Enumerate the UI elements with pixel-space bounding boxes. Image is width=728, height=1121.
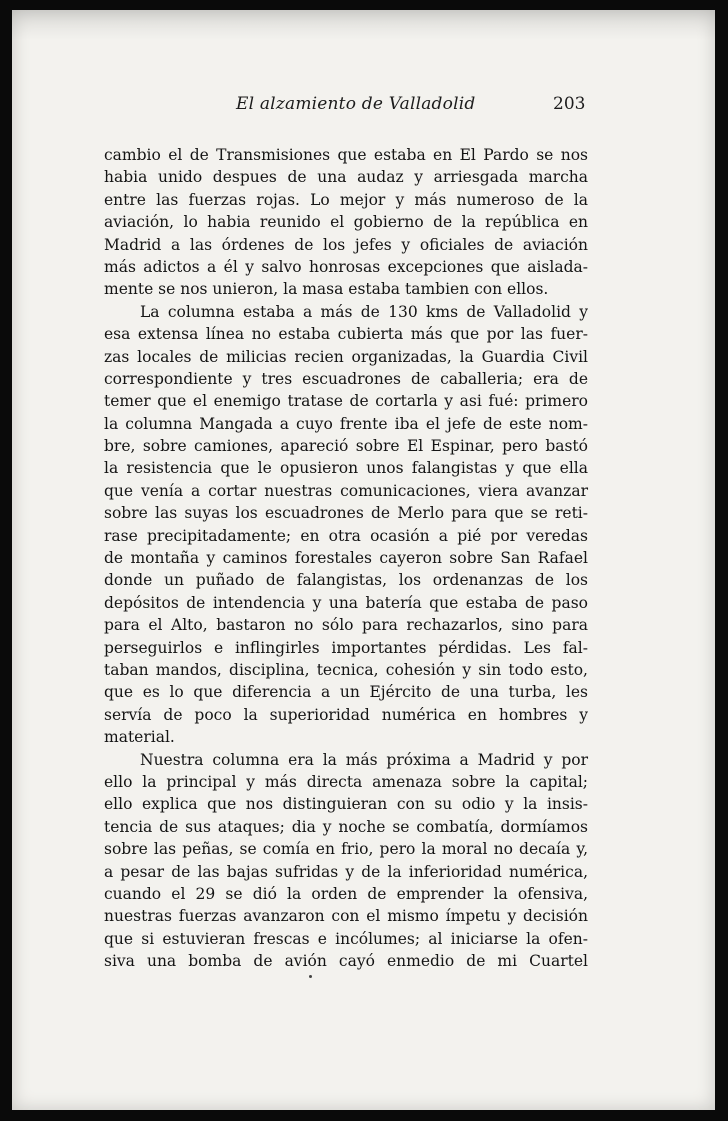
paragraph-first-line: Nuestra columna era la más próxima a Madrid y por [140, 750, 588, 769]
paragraph-first-line: La columna estaba a más de 130 kms de Valladolid y [140, 302, 588, 321]
text-line: mente se nos unieron, la masa estaba tambien con ellos. [104, 280, 549, 299]
text-line: que es lo que diferencia a un Ejército de una turba, les [104, 683, 588, 702]
text-line: que venía a cortar nuestras comunicaciones, viera avanzar [104, 481, 588, 500]
text-line: correspondiente y tres escuadrones de caballeria; era de [104, 369, 588, 388]
text-line: habia unido despues de una audaz y arriesgada marcha [104, 168, 588, 187]
text-line: donde un puñado de falangistas, los ordenanzas de los [104, 571, 588, 590]
book-page [12, 10, 715, 1110]
text-line: temer que el enemigo tratase de cortarla y asi fué: primero [104, 392, 588, 411]
text-line: a pesar de las bajas sufridas y de la inferioridad numérica, [104, 862, 588, 881]
text-line: esa extensa línea no estaba cubierta más que por las fuer- [104, 325, 588, 344]
text-line: siva una bomba de avión cayó enmedio de mi Cuartel [104, 952, 588, 971]
text-line: ello la principal y más directa amenaza sobre la capital; [104, 772, 588, 791]
text-line: zas locales de milicias recien organizadas, la Guardia Civil [104, 347, 588, 366]
text-line: cambio el de Transmisiones que estaba en El Pardo se nos [104, 146, 588, 164]
text-line: sobre las suyas los escuadrones de Merlo para que se reti- [104, 504, 588, 523]
text-line: tencia de sus ataques; dia y noche se combatía, dormíamos [104, 817, 588, 836]
text-line: servía de poco la superioridad numérica en hombres y [104, 705, 588, 724]
running-title: El alzamiento de Valladolid [236, 94, 476, 114]
text-line: cuando el 29 se dió la orden de emprender la ofensiva, [104, 884, 588, 903]
text-line: perseguirlos e inflingirles importantes pérdidas. Les fal- [104, 638, 588, 657]
body-text [104, 144, 588, 972]
text-line: rase precipitadamente; en otra ocasión a pié por veredas [104, 526, 588, 545]
text-line: más adictos a él y salvo honrosas excepciones que aislada- [104, 257, 588, 276]
text-line: material. [104, 728, 175, 747]
text-line: bre, sobre camiones, apareció sobre El Espinar, pero bastó [104, 437, 588, 456]
text-line: la columna Mangada a cuyo frente iba el jefe de este nom- [104, 414, 588, 433]
text-line: de montaña y caminos forestales cayeron sobre San Rafael [104, 549, 588, 568]
text-line: que si estuvieran frescas e incólumes; al iniciarse la ofen- [104, 929, 588, 948]
text-line: ello explica que nos distinguieran con su odio y la insis- [104, 795, 588, 814]
text-line: aviación, lo habia reunido el gobierno de la república en [104, 213, 588, 232]
text-line: nuestras fuerzas avanzaron con el mismo ímpetu y decisión [104, 907, 588, 926]
print-speck [309, 975, 312, 978]
text-line: la resistencia que le opusieron unos falangistas y que ella [104, 459, 588, 478]
page-number: 203 [553, 94, 586, 114]
text-line: taban mandos, disciplina, tecnica, cohesión y sin todo esto, [104, 660, 588, 679]
text-line: depósitos de intendencia y una batería que estaba de paso [104, 593, 588, 612]
text-line: entre las fuerzas rojas. Lo mejor y más numeroso de la [104, 190, 588, 209]
text-line: Madrid a las órdenes de los jefes y oficiales de aviación [104, 235, 588, 254]
text-line: para el Alto, bastaron no sólo para rechazarlos, sino para [104, 616, 588, 635]
running-header [12, 94, 715, 118]
text-line: sobre las peñas, se comía en frio, pero la moral no decaía y, [104, 840, 588, 859]
